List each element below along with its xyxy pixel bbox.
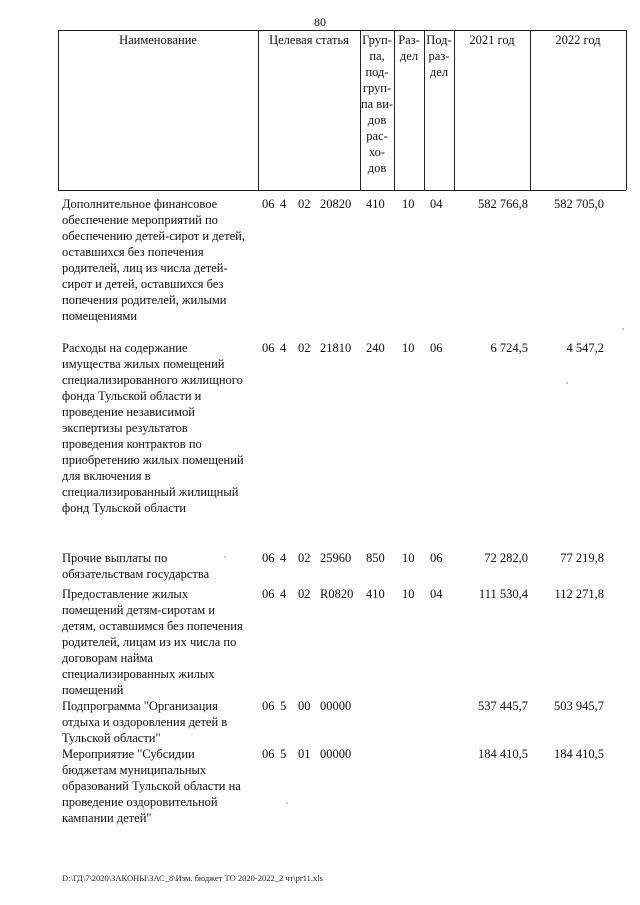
row-name-line: отдыха и оздоровления детей в [62, 715, 228, 729]
header-name: Наименование [119, 33, 197, 47]
row-name-line: обеспечению детей-сирот и детей, [62, 229, 245, 243]
expense-group: 850 [366, 551, 385, 565]
header-bottom-border [58, 190, 626, 191]
row-name-line: специализированных жилых [62, 667, 215, 681]
target-code-program: 06 [262, 551, 275, 565]
scan-speck [622, 328, 624, 330]
header-group [360, 32, 394, 176]
row-name-line: оставшихся без попечения [62, 245, 204, 259]
header-group-line: па ви- [360, 97, 394, 111]
amount-2022: 4 547,2 [566, 341, 604, 355]
subsection-code: 04 [430, 587, 443, 601]
header-year-2021: 2021 год [469, 33, 515, 47]
row-name-line: бюджетам муниципальных [62, 763, 207, 777]
header-section [394, 32, 424, 64]
row-name [62, 340, 258, 516]
row-name-line: Тульской области" [62, 731, 161, 745]
page-number: 80 [314, 15, 326, 29]
target-code-subprogram: 5 [280, 747, 287, 761]
row-name-line: родителей, лицам из их числа по [62, 635, 237, 649]
target-code-program: 06 [262, 341, 275, 355]
row-name-line: приобретению жилых помещений [62, 453, 244, 467]
header-group-line: хо- [368, 145, 386, 159]
row-name-line: Мероприятие "Субсидии [62, 747, 195, 761]
row-name [62, 586, 258, 698]
row-name-line: родителей, лиц из числа детей- [62, 261, 228, 275]
row-name-line: помещений [62, 683, 124, 697]
row-name-line: Дополнительное финансовое [62, 197, 218, 211]
section-code: 10 [402, 551, 415, 565]
amount-2022: 184 410,5 [554, 747, 604, 761]
section-code: 10 [402, 197, 415, 211]
header-target: Целевая статья [269, 33, 349, 47]
target-code-program: 06 [262, 197, 275, 211]
row-name-line: для включения в [62, 469, 151, 483]
row-name-line: обеспечение мероприятий по [62, 213, 218, 227]
header-group-line: Груп- [362, 33, 392, 47]
header-subsection [424, 32, 454, 80]
target-code-direction: 25960 [320, 551, 352, 565]
subsection-code: 06 [430, 551, 443, 565]
row-name-line: Прочие выплаты по [62, 551, 168, 565]
row-name-line: помещениями [62, 309, 138, 323]
section-code: 10 [402, 341, 415, 355]
row-name-line: специализированного жилищного [62, 373, 243, 387]
header-subsection-line: раз- [428, 49, 450, 63]
row-name [62, 196, 258, 324]
target-code-direction: 21810 [320, 341, 352, 355]
amount-2022: 77 219,8 [560, 551, 604, 565]
target-code-event: 02 [298, 587, 311, 601]
row-name-line: проведение оздоровительной [62, 795, 218, 809]
row-name-line: фонд Тульской области [62, 501, 187, 515]
header-group-line: дов [367, 113, 387, 127]
row-name [62, 746, 258, 826]
header-section-line: Раз- [398, 33, 420, 47]
header-group-line: под- [365, 65, 389, 79]
amount-2021: 537 445,7 [478, 699, 528, 713]
row-name-line: специализированный жилищный [62, 485, 239, 499]
target-code-subprogram: 4 [280, 341, 287, 355]
scan-speck [566, 382, 568, 384]
header-year-2022: 2022 год [555, 33, 601, 47]
row-name-line: кампании детей" [62, 811, 152, 825]
row-name-line: Предоставление жилых [62, 587, 189, 601]
expense-group: 410 [366, 197, 385, 211]
target-code-event: 00 [298, 699, 311, 713]
expense-group: 240 [366, 341, 385, 355]
row-name-line: обязательствам государства [62, 567, 210, 581]
row-name-line: договорам найма [62, 651, 153, 665]
row-name [62, 550, 258, 582]
header-group-line: груп- [362, 81, 392, 95]
subsection-code: 06 [430, 341, 443, 355]
header-divider [58, 30, 59, 190]
amount-2022: 112 271,8 [554, 587, 604, 601]
target-code-direction: 00000 [320, 699, 352, 713]
target-code-subprogram: 5 [280, 699, 287, 713]
amount-2021: 6 724,5 [490, 341, 528, 355]
row-name-line: сирот и детей, оставшихся без [62, 277, 224, 291]
row-name-line: Расходы на содержание [62, 341, 188, 355]
target-code-direction: R0820 [320, 587, 354, 601]
target-code-event: 02 [298, 551, 311, 565]
target-code-event: 02 [298, 341, 311, 355]
header-top-border [58, 30, 626, 31]
header-group-line: дов [367, 161, 387, 175]
amount-2021: 184 410,5 [478, 747, 528, 761]
row-name-line: фонда Тульской области и [62, 389, 202, 403]
header-divider [258, 30, 259, 190]
row-name-line: проведение независимой [62, 405, 195, 419]
row-name-line: образований Тульской области на [62, 779, 241, 793]
target-code-program: 06 [262, 699, 275, 713]
header-divider [626, 30, 627, 190]
amount-2022: 503 945,7 [554, 699, 604, 713]
target-code-subprogram: 4 [280, 551, 287, 565]
target-code-event: 01 [298, 747, 311, 761]
expense-group: 410 [366, 587, 385, 601]
scan-speck [286, 802, 288, 804]
amount-2021: 111 530,4 [478, 587, 528, 601]
file-path-footer: D:\ГД\7\2020\ЗАКОНЫ\ЗАС_8\Изм. бюджет ТО 2020-2022_2 чт\pr11.xls [62, 873, 323, 883]
header-divider [530, 30, 531, 190]
target-code-subprogram: 4 [280, 197, 287, 211]
row-name-line: имущества жилых помещений [62, 357, 225, 371]
target-code-subprogram: 4 [280, 587, 287, 601]
row-name-line: помещений детям-сиротам и [62, 603, 216, 617]
header-subsection-line: дел [429, 65, 449, 79]
target-code-event: 02 [298, 197, 311, 211]
target-code-direction: 00000 [320, 747, 352, 761]
header-subsection-line: Под- [426, 33, 452, 47]
scan-speck [224, 556, 226, 558]
header-group-line: рас- [366, 129, 388, 143]
row-name-line: проведения контрактов по [62, 437, 202, 451]
row-name-line: экспертизы результатов [62, 421, 188, 435]
amount-2021: 72 282,0 [484, 551, 528, 565]
header-section-line: дел [399, 49, 419, 63]
amount-2021: 582 766,8 [478, 197, 528, 211]
row-name-line: попечения родителей, жилыми [62, 293, 227, 307]
row-name-line: Подпрограмма "Организация [62, 699, 218, 713]
section-code: 10 [402, 587, 415, 601]
target-code-program: 06 [262, 747, 275, 761]
target-code-direction: 20820 [320, 197, 352, 211]
row-name [62, 698, 258, 746]
subsection-code: 04 [430, 197, 443, 211]
target-code-program: 06 [262, 587, 275, 601]
header-divider [454, 30, 455, 190]
amount-2022: 582 705,0 [554, 197, 604, 211]
row-name-line: детям, оставшимся без попечения [62, 619, 243, 633]
header-group-line: па, [369, 49, 385, 63]
